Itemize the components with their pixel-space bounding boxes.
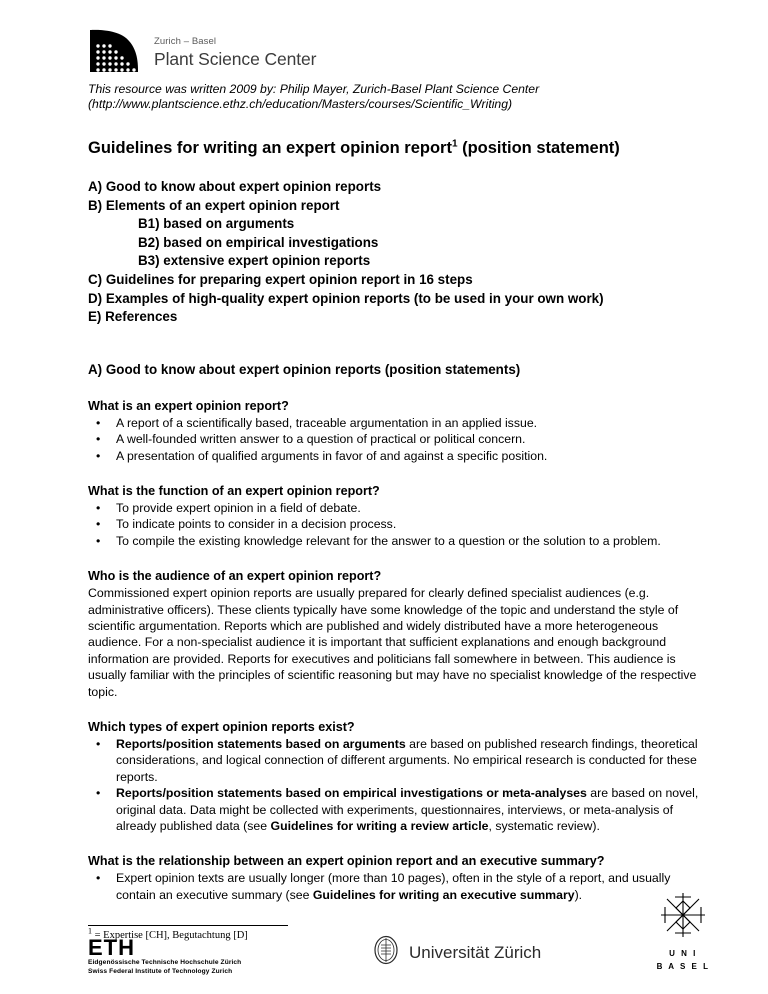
list-item: • A presentation of qualified arguments in favor of and against a specific position. (88, 448, 708, 464)
paragraph: Commissioned expert opinion reports are usually prepared for clearly defined specialist audiences (e.g. administrative officers). These clients typically have some knowledge of the topic and understand the style of scientific argumentation. Reports which are published and widely distributed have a more heterogeneous audience. For a non-specialist audience it is important that sufficient explanations and enough background information are provided. Reports for executives and politicians fall somewhere in between. This audience is usually familiar with the principles of scientific reasoning but may have no specialist knowledge of the respective topic. (88, 586, 697, 699)
uzh-seal-icon (372, 935, 400, 970)
eth-logo (88, 937, 241, 976)
toc-item: B) Elements of an expert opinion report (88, 197, 340, 213)
question-heading: Which types of expert opinion reports exist? (88, 720, 355, 735)
list-item: • To compile the existing knowledge relevant for the answer to a question or the solution to a problem. (88, 533, 708, 549)
uni-basel-icon (657, 928, 709, 945)
toc-item: B2) based on empirical investigations (138, 234, 379, 250)
toc-item: D) Examples of high-quality expert opinion reports (to be used in your own work) (88, 290, 604, 306)
list-item: • To indicate points to consider in a decision process. (88, 516, 708, 532)
bullet-list (88, 870, 708, 903)
eth-subtitle-en: Swiss Federal Institute of Technology Zurich (88, 967, 233, 975)
plant-science-center-logo-icon (88, 28, 142, 74)
toc-item: B3) extensive expert opinion reports (138, 253, 371, 269)
question-heading: What is the relationship between an expert opinion report and an executive summary? (88, 854, 605, 869)
question-heading: What is the function of an expert opinion report? (88, 483, 380, 498)
toc-item: B1) based on arguments (138, 216, 295, 232)
table-of-contents (88, 178, 708, 327)
page-title-footnote-marker: 1 (451, 138, 458, 150)
section-a-heading: A) Good to know about expert opinion reports (position statements) (88, 361, 521, 377)
list-item: • Reports/position statements based on empirical investigations or meta-analyses are based on novel, original data. Data might be collected with experiments, questionnaires, interviews, or meta-analysis of already published data (see Guidelines for writing a review article, systematic review). (88, 785, 708, 834)
uni-basel-logo (657, 889, 710, 972)
list-item: • To provide expert opinion in a field of debate. (88, 500, 708, 516)
uni-basel-wordmark-line1: U N I (669, 949, 698, 958)
page-title (88, 138, 708, 158)
uni-basel-wordmark-line2: B A S E L (656, 962, 710, 971)
toc-item: E) References (88, 309, 178, 325)
footer-logos (0, 924, 768, 984)
list-item: • A well-founded written answer to a question of practical or political concern. (88, 431, 708, 447)
list-item: • Expert opinion texts are usually longer (more than 10 pages), often in the style of a report, and usually contain an executive summary (see Guidelines for writing an executive summary). (88, 870, 708, 903)
toc-item: C) Guidelines for preparing expert opinion report in 16 steps (88, 271, 473, 287)
psc-logo-text (154, 28, 316, 70)
question-heading: What is an expert opinion report? (88, 398, 289, 413)
page-title-main: Guidelines for writing an expert opinion report (88, 139, 452, 157)
list-item: • Reports/position statements based on arguments are based on published research findings, theoretical considerations, and logical connection of different arguments. No empirical research is conducted for these reports. (88, 736, 708, 785)
footnote-marker: 1 (88, 926, 92, 936)
bullet-list (88, 415, 708, 464)
bullet-list (88, 500, 708, 549)
bullet-list (88, 736, 708, 834)
uzh-wordmark: Universität Zürich (409, 942, 542, 962)
psc-logo-block (88, 28, 708, 74)
psc-logo-subtitle: Zurich – Basel (154, 36, 217, 47)
psc-logo-title: Plant Science Center (154, 49, 317, 69)
eth-wordmark: ETH (88, 935, 135, 961)
footnote-body: = Expertise [CH], Begutachtung [D] (92, 930, 248, 941)
uzh-logo (372, 935, 541, 970)
eth-subtitle-de: Eidgenössische Technische Hochschule Zürich (88, 959, 242, 967)
toc-item: A) Good to know about expert opinion reports (88, 179, 382, 194)
question-heading: Who is the audience of an expert opinion report? (88, 569, 382, 584)
page-title-suffix: (position statement) (457, 139, 620, 157)
source-attribution: This resource was written 2009 by: Philip Mayer, Zurich-Basel Plant Science Center (http://www.plantscience.ethz.ch/education/Masters/courses/Scientific_Writing) (88, 82, 540, 111)
list-item: • A report of a scientifically based, traceable argumentation in an applied issue. (88, 415, 708, 431)
